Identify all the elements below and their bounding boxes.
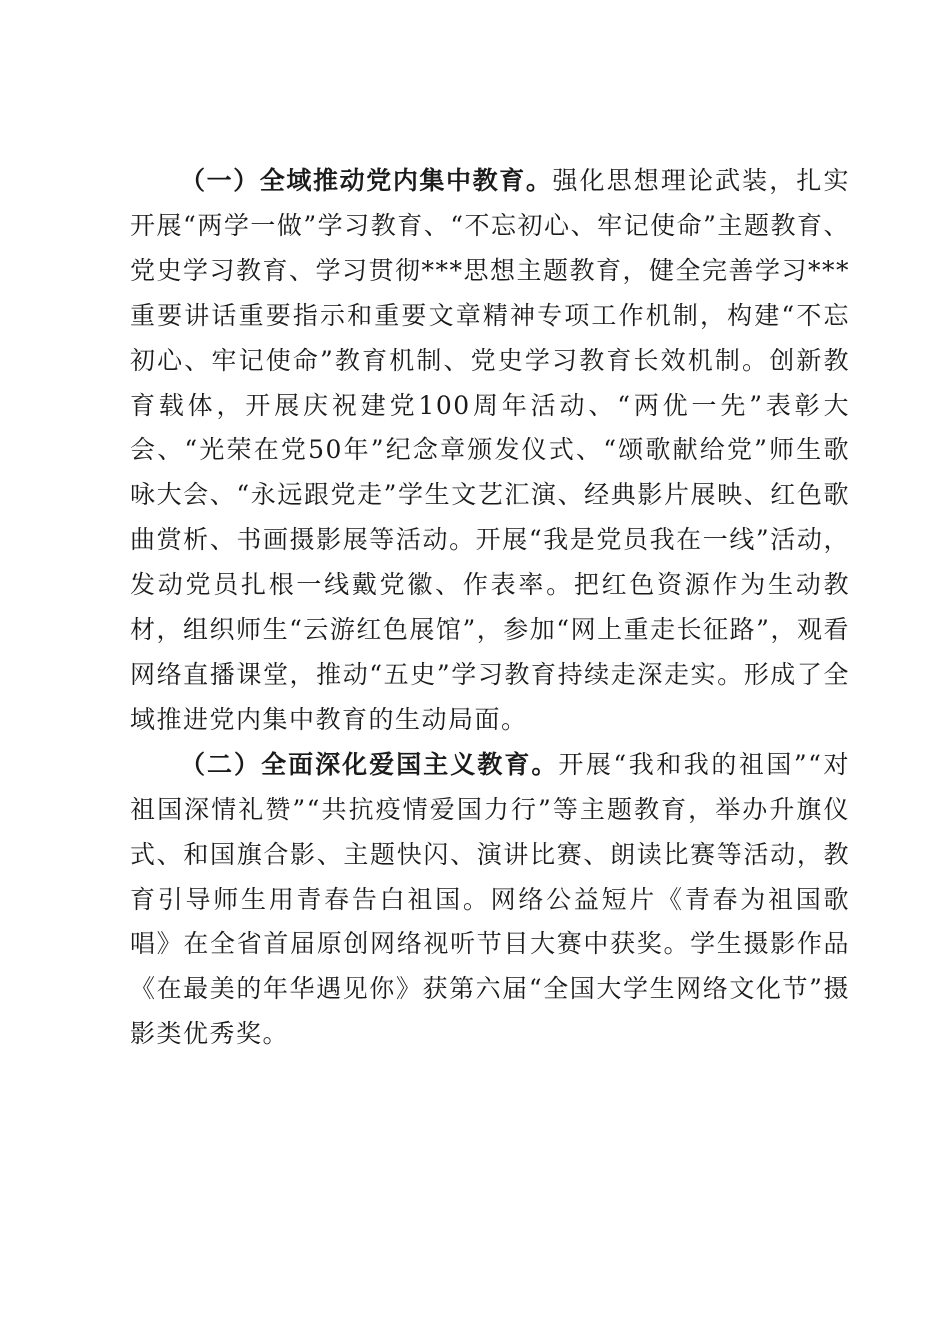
- section-body-2: 开展“我和我的祖国”“对祖国深情礼赞”“共抗疫情爱国力行”等主题教育，举办升旗仪式、和国旗合影、主题快闪、演讲比赛、朗读比赛等活动，教育引导师生用青春告白祖国。网络公益短片《青春为祖国歌唱》在全省首届原创网络视听节目大赛中获奖。学生摄影作品《在最美的年华遇见你》获第六届“全国大学生网络文化节”摄影类优秀奖。: [130, 749, 850, 1049]
- document-body: [130, 159, 850, 1057]
- section-heading-2: （二）全面深化爱国主义教育。: [180, 749, 559, 779]
- paragraph-patriotic-education: [130, 743, 850, 1057]
- section-body-1: 强化思想理论武装，扎实开展“两学一做”学习教育、“不忘初心、牢记使命”主题教育、党史学习教育、学习贯彻***思想主题教育，健全完善学习***重要讲话重要指示和重要文章精神专项工作机制，构建“不忘初心、牢记使命”教育机制、党史学习教育长效机制。创新教育载体，开展庆祝建党100周年活动、“两优一先”表彰大会、“光荣在党50年”纪念章颁发仪式、“颂歌献给党”师生歌咏大会、“永远跟党走”学生文艺汇演、经典影片展映、红色歌曲赏析、书画摄影展等活动。开展“我是党员我在一线”活动，发动党员扎根一线戴党徽、作表率。把红色资源作为生动教材，组织师生“云游红色展馆”，参加“网上重走长征路”，观看网络直播课堂，推动“五史”学习教育持续走深走实。形成了全域推进党内集中教育的生动局面。: [130, 166, 851, 734]
- section-heading-1: （一）全域推动党内集中教育。: [180, 166, 553, 195]
- paragraph-party-education: [130, 159, 850, 743]
